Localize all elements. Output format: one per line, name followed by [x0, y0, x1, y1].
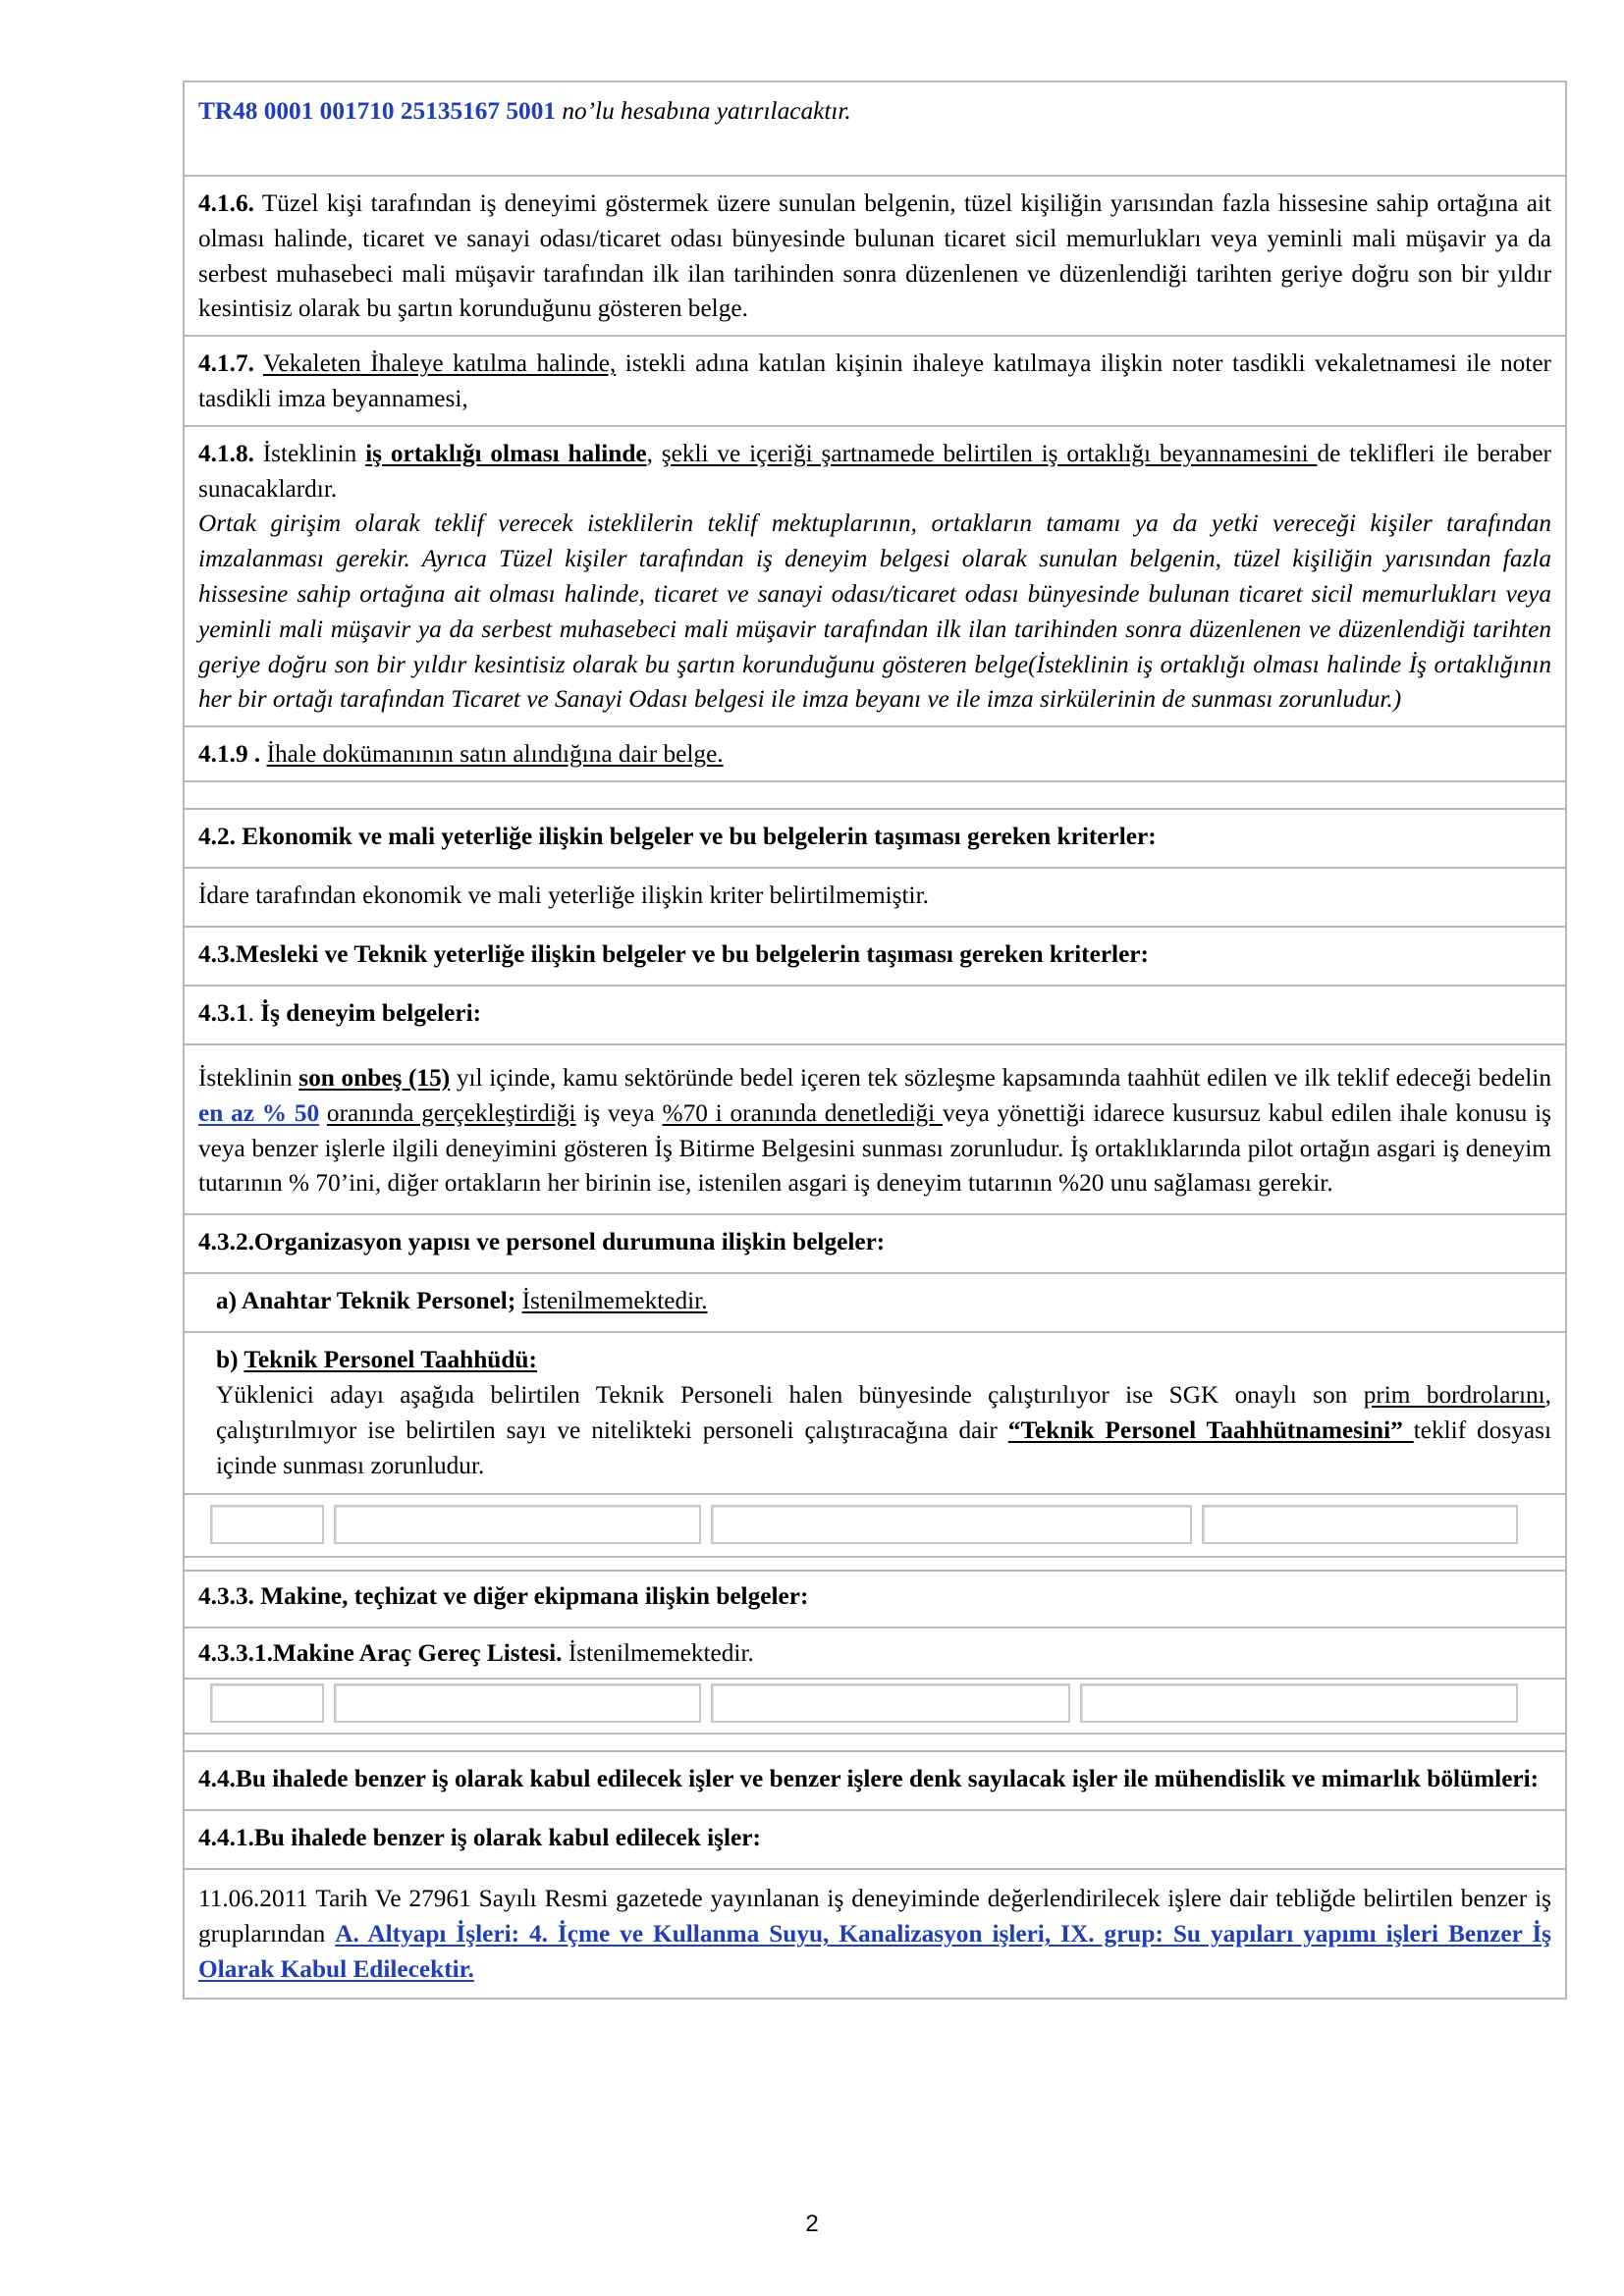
clause-number: 4.1.9 .: [198, 740, 261, 769]
empty-table-row: [183, 1493, 1567, 1556]
empty-cell: [1202, 1505, 1518, 1544]
clause-4-1-6: [183, 175, 1567, 335]
clause-link-text[interactable]: A. Altyapı İşleri: 4. İçme ve Kullanma Suyu, Kanalizasyon işleri, IX. grup: Su yapıları yapımı işleri Benzer İş Olarak Kabul Edilecektir.: [198, 1919, 1552, 1983]
clause-title: 4.3.3.1.Makine Araç Gereç Listesi.: [198, 1639, 563, 1668]
clause-4-1-8: [183, 425, 1567, 725]
item-text: Yüklenici adayı aşağıda belirtilen Teknik Personeli halen bünyesinde çalıştırılıyor ise SGK onaylı son: [216, 1380, 1364, 1409]
clause-text: veya yönettiği idarece kusursuz kabul edilen ihale konusu iş veya benzer işlerle ilgili deneyimini gösteren İş Bitirme Belgesini sunması zorunludur. İş ortaklıklarında pilot ortağın asgari iş deneyim tutarının % 70’ini, diğer ortakların her birinin ise, istenilen asgari iş deneyim tutarının %20 unu sağlaması gerekir.: [198, 1098, 1551, 1198]
spacer-row: [183, 780, 1567, 808]
iban-row: [183, 80, 1567, 175]
clause-text: ,: [646, 439, 662, 467]
document-table: [183, 80, 1567, 2000]
iban-code: TR48 0001 001710 25135167 5001: [198, 97, 557, 125]
heading-4-3-1: [183, 985, 1567, 1043]
clause-text: [319, 1099, 327, 1127]
clause-underlined: şekli ve içeriği şartnamede belirtilen iş ortaklığı beyannamesini: [661, 439, 1318, 467]
item-a: [183, 1272, 1567, 1331]
spacer-row: [183, 1733, 1567, 1750]
clause-text: iş veya: [575, 1098, 663, 1127]
clause-text: yıl içinde, kamu sektöründe bedel içeren tek sözleşme kapsamında taahhüt edilen ve ilk teklif edeceği bedelin: [450, 1063, 1551, 1092]
clause-underlined: %70 i oranında denetlediği: [662, 1098, 943, 1127]
item-value: İstenilmemektedir.: [521, 1287, 708, 1315]
clause-text: İsteklinin: [253, 439, 366, 467]
heading-4-4: 4.4.Bu ihalede benzer iş olarak kabul edilecek işler ve benzer işlere denk sayılacak işler ile mühendislik ve mimarlık bölümleri:: [183, 1750, 1567, 1809]
clause-number: 4.3.1: [198, 998, 248, 1027]
item-label: b): [216, 1346, 244, 1374]
empty-cell: [210, 1505, 324, 1544]
clause-text: Tüzel kişi tarafından iş deneyimi göstermek üzere sunulan belgenin, tüzel kişiliğin yarısından fazla hissesine sahip ortağına ait olması halinde, ticaret ve sanayi odası/ticaret odası bünyesinde bulunan ticaret sicil memurlukları veya yeminli mali müşavir ya da serbest muhasebeci mali müşavir tarafından ilk ilan tarihinden sonra düzenlenen ve düzenlendiği tarihten geriye doğru son bir yıldır kesintisiz olarak bu şartın korunduğunu gösteren belge.: [198, 189, 1551, 323]
heading-4-3: 4.3.Mesleki ve Teknik yeterliğe ilişkin belgeler ve bu belgelerin taşıması gereken kriterler:: [183, 926, 1567, 985]
item-b: [183, 1331, 1567, 1493]
empty-cell: [334, 1683, 701, 1723]
empty-cell: [711, 1505, 1192, 1544]
heading-4-2: 4.2. Ekonomik ve mali yeterliğe ilişkin belgeler ve bu belgelerin taşıması gereken kriterler:: [183, 808, 1567, 867]
clause-bold-underlined: iş ortaklığı olması halinde: [365, 439, 647, 467]
heading-4-3-3: 4.3.3. Makine, teçhizat ve diğer ekipmana ilişkin belgeler:: [183, 1570, 1567, 1627]
clause-4-1-7: [183, 335, 1567, 425]
clause-link-text: en az % 50: [198, 1098, 320, 1127]
clause-4-1-9: [183, 725, 1567, 780]
empty-table-row: [183, 1678, 1567, 1733]
clause-4-3-3-1: [183, 1627, 1567, 1678]
clause-underlined: İhale dokümanının satın alındığına dair belge.: [266, 740, 724, 769]
clause-text: 11.06.2011 Tarih Ve 27961 Sayılı Resmi gazetede yayınlanan iş deneyiminde değerlendirilecek işlere dair tebliğde belirtilen benzer iş gruplarından: [198, 1885, 1551, 1948]
clause-number: 4.1.8.: [198, 439, 254, 467]
heading-4-3-2: 4.3.2.Organizasyon yapısı ve personel durumuna ilişkin belgeler:: [183, 1213, 1567, 1272]
clause-text: de teklifleri ile beraber sunacaklardır.: [198, 439, 1551, 503]
item-label: a) Anahtar Teknik Personel;: [216, 1287, 522, 1315]
empty-cell: [1080, 1683, 1518, 1723]
text-4-2: İdare tarafından ekonomik ve mali yeterliğe ilişkin kriter belirtilmemiştir.: [183, 867, 1567, 926]
clause-number: 4.1.6.: [198, 189, 254, 217]
item-title: Teknik Personel Taahhüdü:: [244, 1346, 537, 1374]
clause-4-4-1-body: [183, 1868, 1567, 1999]
item-text: teklif dosyası içinde sunması zorunludur.: [216, 1415, 1551, 1479]
clause-dot: .: [247, 998, 261, 1027]
empty-cell: [334, 1505, 701, 1544]
clause-text: istekli adına katılan kişinin ihaleye katılmaya ilişkin noter tasdikli vekaletnamesi ile noter tasdikli imza beyannamesi,: [198, 349, 1551, 412]
iban-note: no’lu hesabına yatırılacaktır.: [556, 97, 851, 125]
clause-underlined: Vekaleten İhaleye katılma halinde,: [262, 349, 617, 378]
item-text: , çalıştırılmıyor ise belirtilen sayı ve nitelikteki personeli çalıştıracağına dair: [216, 1380, 1551, 1444]
page-number: 2: [805, 2211, 819, 2237]
spacer-row: [183, 1556, 1567, 1570]
heading-4-4-1: 4.4.1.Bu ihalede benzer iş olarak kabul edilecek işler:: [183, 1809, 1567, 1868]
clause-bold-underlined: son onbeş (15): [298, 1063, 451, 1092]
empty-cell: [210, 1683, 324, 1723]
clause-title: İş deneyim belgeleri:: [260, 998, 482, 1027]
item-underlined: prim bordrolarını: [1363, 1380, 1545, 1409]
item-bold-underlined: “Teknik Personel Taahhütnamesini”: [1007, 1415, 1414, 1444]
clause-text: İsteklinin: [198, 1063, 299, 1092]
clause-text: İstenilmemektedir.: [562, 1639, 754, 1668]
clause-4-3-1-body: [183, 1043, 1567, 1213]
clause-italic-note: Ortak girişim olarak teklif verecek isteklilerin teklif mektuplarının, ortakların tamamı ya da yetki vereceği kişiler tarafından imzalanması gerekir. Ayrıca Tüzel kişiler tarafından iş deneyim belgesi olarak sunulan belgenin, tüzel kişiliğin yarısından fazla hissesine sahip ortağına ait olması halinde, ticaret ve sanayi odası/ticaret odası bünyesinde bulunan ticaret sicil memurlukları veya yeminli mali müşavir ya da serbest muhasebeci mali müşavir tarafından ilk ilan tarihinden sonra düzenlenen ve düzenlendiği tarihten geriye doğru son bir yıldır kesintisiz olarak bu şartın korunduğunu gösteren belge(İsteklinin iş ortaklığı olması halinde İş ortaklığının her bir ortağı tarafından Ticaret ve Sanayi Odası belgesi ile imza beyanı ve ile imza sirkülerinin de sunması zorunludur.): [198, 509, 1551, 714]
empty-cell: [711, 1683, 1070, 1723]
clause-underlined: oranında gerçekleştirdiği: [326, 1098, 576, 1127]
clause-number: 4.1.7.: [198, 349, 254, 378]
